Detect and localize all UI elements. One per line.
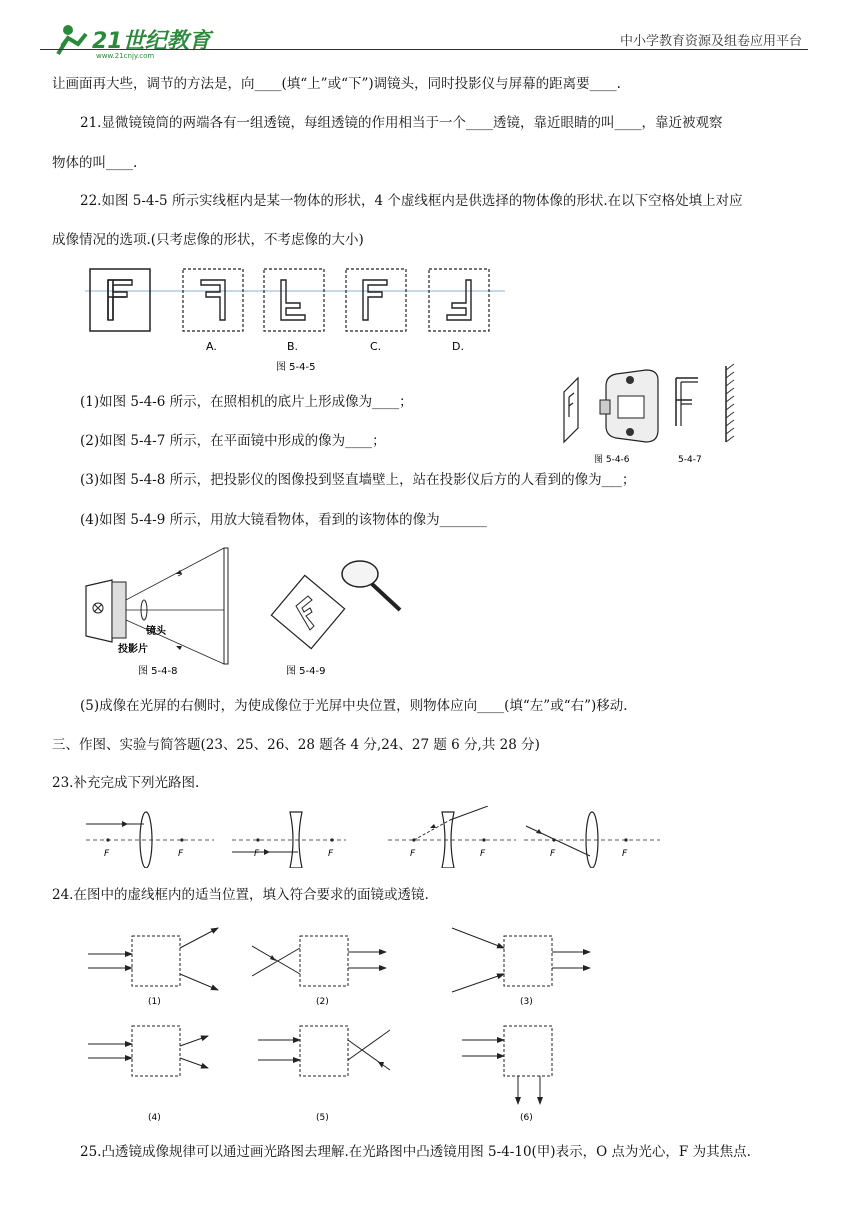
focus-label: F: [550, 849, 556, 859]
lens-label: 镜头: [146, 626, 166, 637]
option-d-box: [429, 269, 489, 331]
box-1: [132, 936, 180, 986]
focus-label: F: [104, 849, 110, 859]
option-a-box: [183, 269, 243, 331]
projector-body: [86, 580, 112, 642]
focus-label: F: [254, 849, 260, 859]
fig548-caption: 图 5-4-8: [138, 666, 178, 677]
section-3-heading: 三、作图、实验与简答题(23、25、26、28 题各 4 分,24、27 题 6 分,共 28 分): [52, 737, 540, 753]
figures-5-4-8-and-5-4-9: [82, 546, 422, 678]
header-divider: [40, 49, 808, 50]
option-c-label: C.: [370, 340, 382, 353]
option-c-box: [346, 269, 406, 331]
focus-label: F: [480, 849, 486, 859]
q22-part5: (5)成像在光屏的右侧时，为使成像位于光屏中央位置，则物体应向____(填“左”或“右”)移动.: [80, 698, 628, 714]
q21-line1: 21.显微镜镜筒的两端各有一组透镜，每组透镜的作用相当于一个____透镜，靠近眼睛的叫____，靠近被观察: [80, 115, 723, 131]
focus-label: F: [328, 849, 334, 859]
q22-part1: (1)如图 5-4-6 所示，在照相机的底片上形成像为____；: [80, 394, 413, 410]
fig549-caption: 图 5-4-9: [286, 666, 326, 677]
fig547-caption: 5-4-7: [678, 455, 702, 465]
focus-label: F: [622, 849, 628, 859]
q22-line2: 成像情况的选项.(只考虑像的形状，不考虑像的大小): [52, 232, 364, 248]
box-6: [504, 1026, 552, 1076]
option-b-box: [264, 269, 324, 331]
q23-ray-diagrams: [84, 806, 664, 868]
wall-screen: [224, 548, 228, 664]
option-b-label: B.: [287, 340, 299, 353]
figures-5-4-6-and-5-4-7: [558, 362, 748, 468]
box-1-label: (1): [148, 997, 161, 1007]
logo-sub: www.21cnjy.com: [96, 52, 155, 60]
box-3: [504, 936, 552, 986]
box-5-label: (5): [316, 1113, 329, 1123]
box-4-label: (4): [148, 1113, 161, 1123]
option-a-label: A.: [206, 340, 217, 353]
card-with-letter: [271, 575, 344, 648]
figure-5-4-5: [80, 264, 510, 374]
site-logo: [52, 20, 222, 64]
q25-text: 25.凸透镜成像规律可以通过画光路图去理解.在光路图中凸透镜用图 5-4-10(甲)表示，O 点为光心，F 为其焦点.: [80, 1144, 751, 1160]
q22-part4: (4)如图 5-4-9 所示，用放大镜看物体，看到的该物体的像为_______: [80, 512, 487, 528]
slide-holder: [112, 582, 126, 638]
option-d-label: D.: [452, 340, 464, 353]
object-box: [90, 269, 150, 331]
box-3-label: (3): [520, 997, 533, 1007]
fig545-caption: 图 5-4-5: [276, 362, 316, 373]
q24-lens-boxes: [86, 918, 606, 1130]
runner-logo-icon: [52, 20, 222, 60]
q21-line2: 物体的叫____.: [52, 155, 138, 171]
fig546-caption: 图 5-4-6: [594, 455, 630, 465]
line-intro: 让画面再大些，调节的方法是，向____(填“上”或“下”)调镜头，同时投影仪与屏幕的距离要____.: [52, 76, 621, 92]
box-6-label: (6): [520, 1113, 533, 1123]
q22-line1: 22.如图 5-4-5 所示实线框内是某一物体的形状，4 个虚线框内是供选择的物体像的形状.在以下空格处填上对应: [80, 193, 743, 209]
focus-label: F: [410, 849, 416, 859]
box-4: [132, 1026, 180, 1076]
focus-label: F: [178, 849, 184, 859]
box-5: [300, 1026, 348, 1076]
box-2: [300, 936, 348, 986]
magnifier-icon: [342, 561, 378, 587]
box-2-label: (2): [316, 997, 329, 1007]
q22-part3: (3)如图 5-4-8 所示，把投影仪的图像投到竖直墙壁上，站在投影仪后方的人看到的像为___；: [80, 472, 636, 488]
q22-part2: (2)如图 5-4-7 所示，在平面镜中形成的像为____；: [80, 433, 386, 449]
film-plate: [564, 378, 578, 442]
platform-name: 中小学教育资源及组卷应用平台: [619, 34, 802, 49]
slide-label: 投影片: [118, 644, 148, 655]
q24-text: 24.在图中的虚线框内的适当位置，填入符合要求的面镜或透镜.: [52, 887, 429, 903]
logo-text: 21世纪教育: [92, 29, 211, 54]
q23-text: 23.补充完成下列光路图.: [52, 775, 200, 791]
